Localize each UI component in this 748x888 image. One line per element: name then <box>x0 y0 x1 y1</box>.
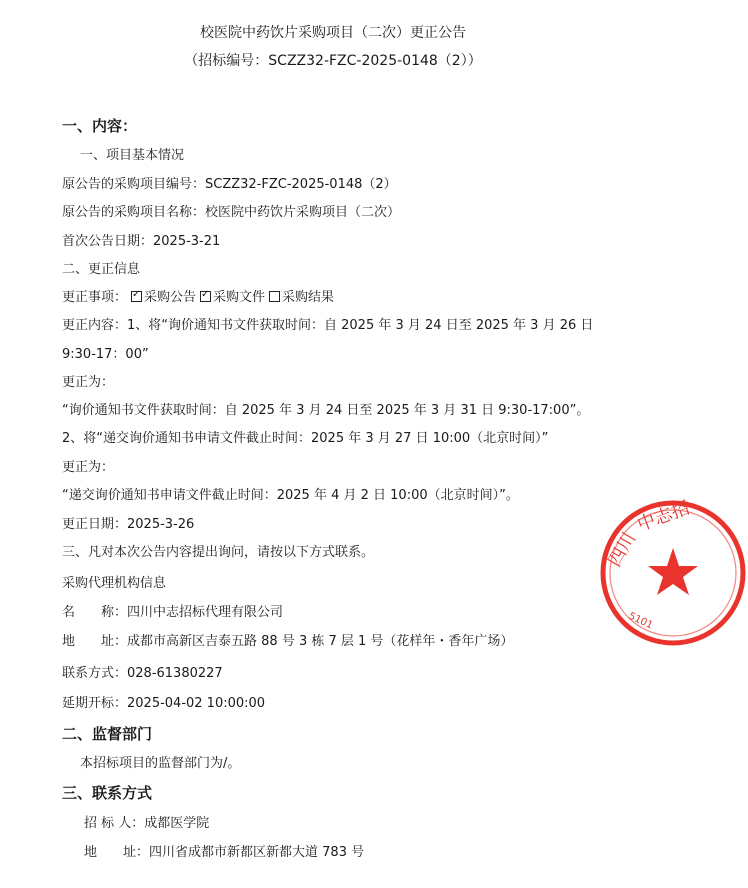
section2-heading: 二、监督部门 <box>62 725 153 743</box>
agency-header: 采购代理机构信息 <box>62 576 167 591</box>
agency-name-label: 名 称： <box>62 605 128 620</box>
supervision-text: 本招标项目的监督部门为/。 <box>80 756 241 771</box>
agency-address: 成都市高新区吉泰五路 88 号 3 栋 7 层 1 号（花样年・香年广场） <box>127 634 514 649</box>
agency-address-label: 地 址： <box>62 634 128 649</box>
tenderer-address-row <box>84 845 364 861</box>
original-number: 原公告的采购项目编号：SCZZ32-FZC-2025-0148（2） <box>62 177 397 192</box>
tenderer-address: 四川省成都市新都区新都大道 783 号 <box>149 845 365 860</box>
correction-content-line2: 9:30-17：00” <box>62 347 149 362</box>
change-to-label-2: 更正为： <box>62 460 115 475</box>
page-title: 校医院中药饮片采购项目（二次）更正公告 <box>200 25 466 41</box>
bid-number: （招标编号：SCZZ32-FZC-2025-0148（2）） <box>184 53 482 69</box>
correction-item-2: 2、将“递交询价通知书申请文件截止时间：2025 年 3 月 27 日 10:00（北京时间）” <box>62 431 549 446</box>
contact-phone: 联系方式：028-61380227 <box>62 666 223 681</box>
sub-heading-correction: 二、更正信息 <box>62 262 141 277</box>
checkbox-procurement-result <box>269 291 280 302</box>
delayed-opening: 延期开标：2025-04-02 10:00:00 <box>62 696 266 711</box>
correction-date: 更正日期：2025-3-26 <box>62 517 195 532</box>
agency-name-row <box>62 605 283 621</box>
corrected-text-1: “询价通知书文件获取时间：自 2025 年 3 月 24 日至 2025 年 3 月 31 日 9:30-17:00”。 <box>62 403 590 418</box>
section1-heading: 一、内容： <box>62 117 138 135</box>
checkbox-procurement-notice <box>131 291 142 302</box>
agency-name: 四川中志招标代理有限公司 <box>127 605 284 620</box>
tenderer-label: 招 标 人： <box>84 816 145 831</box>
sub-heading-project-info: 一、项目基本情况 <box>80 148 185 163</box>
checkbox-label: 采购公告 <box>144 290 197 305</box>
svg-text:四川: 四川 <box>604 528 641 571</box>
checkbox-label: 采购文件 <box>213 290 266 305</box>
tenderer-row <box>84 816 209 832</box>
checkbox-procurement-docs <box>200 291 211 302</box>
tenderer-address-label: 地 址： <box>84 845 150 860</box>
company-seal <box>598 498 748 648</box>
correction-content-line1: 更正内容：1、将“询价通知书文件获取时间：自 2025 年 3 月 24 日至 2025 年 3 月 26 日 <box>62 318 594 333</box>
correction-items <box>62 290 334 306</box>
svg-text:5101: 5101 <box>626 610 655 632</box>
agency-address-row <box>62 634 513 650</box>
first-publish-date: 首次公告日期：2025-3-21 <box>62 234 221 249</box>
original-name: 原公告的采购项目名称：校医院中药饮片采购项目（二次） <box>62 205 401 220</box>
checkbox-label: 采购结果 <box>282 290 335 305</box>
sub-heading-contact: 三、凡对本次公告内容提出询问，请按以下方式联系。 <box>62 545 375 560</box>
corrected-text-2: “递交询价通知书申请文件截止时间：2025 年 4 月 2 日 10:00（北京时间）”。 <box>62 488 519 503</box>
change-to-label-1: 更正为： <box>62 375 115 390</box>
svg-text:中志招: 中志招 <box>634 497 693 536</box>
tenderer-name: 成都医学院 <box>144 816 210 831</box>
correction-items-label: 更正事项： <box>62 290 128 305</box>
section3-heading: 三、联系方式 <box>62 784 153 802</box>
